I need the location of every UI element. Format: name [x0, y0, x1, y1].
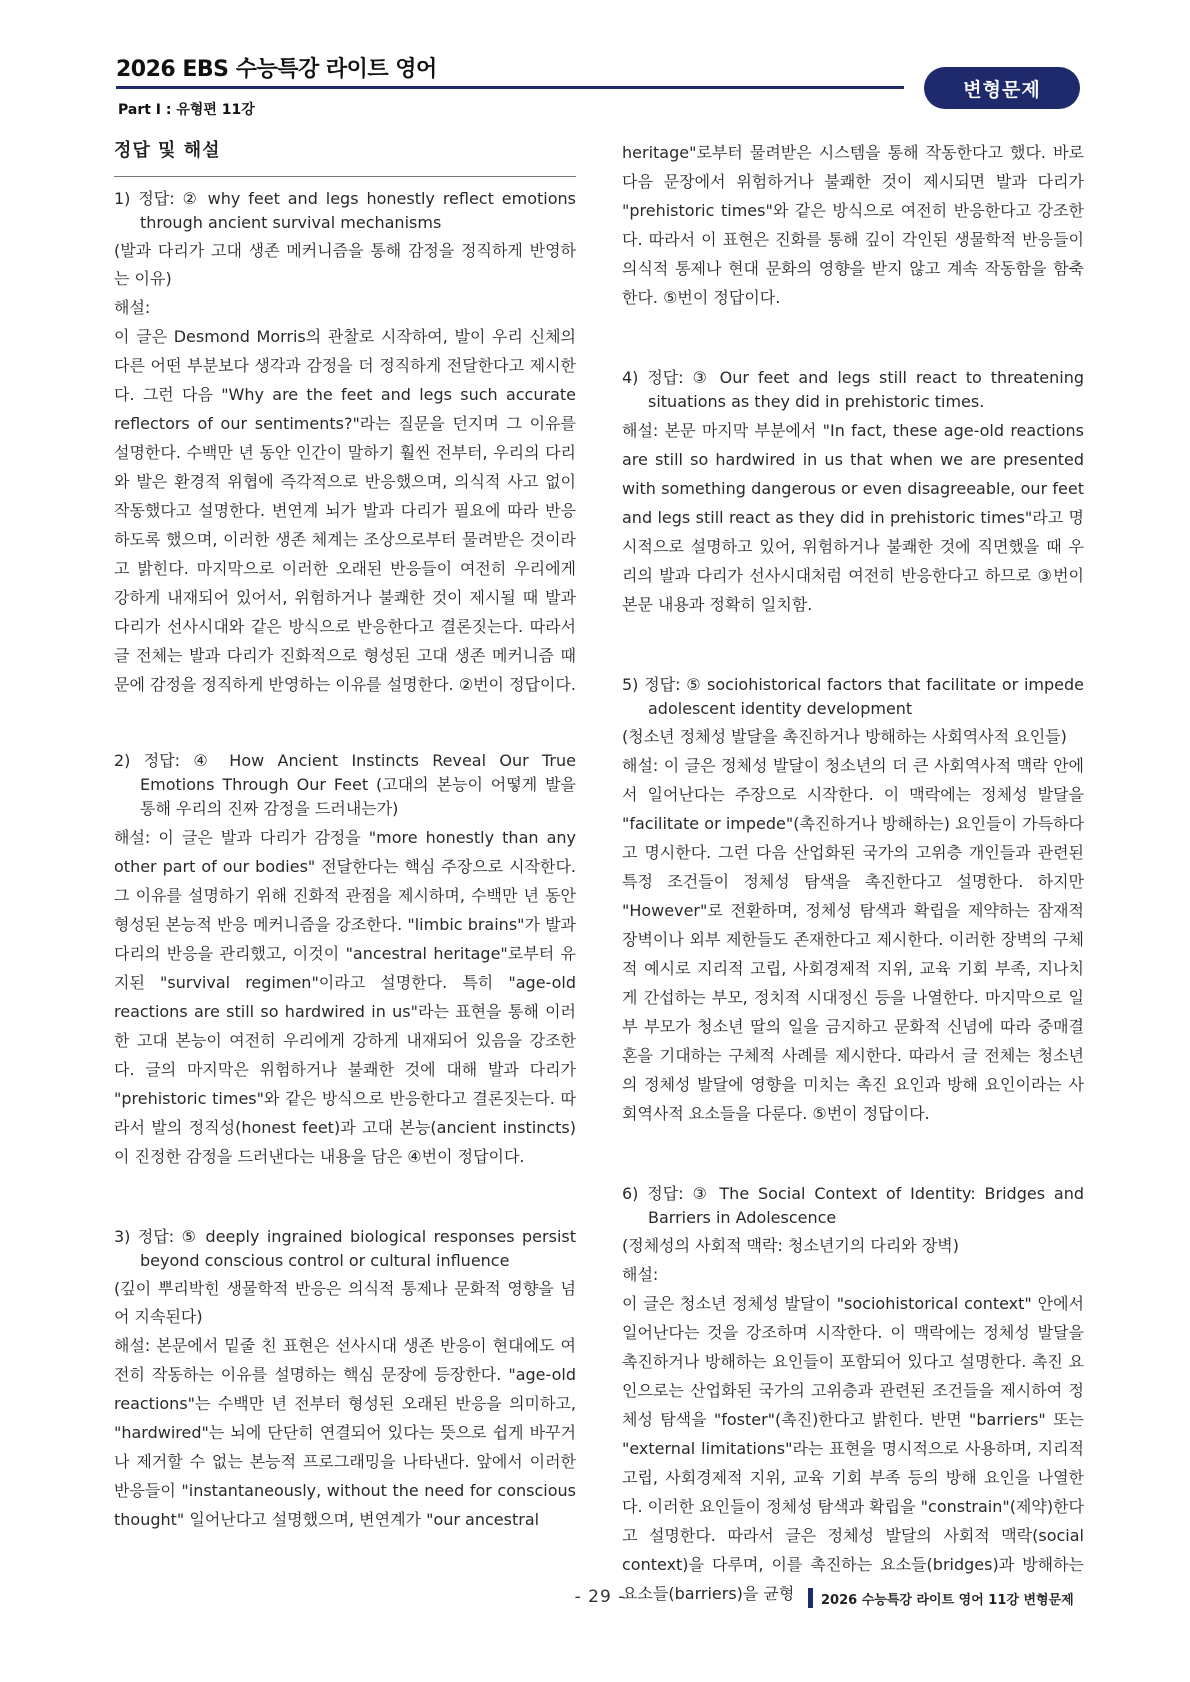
- q3-answer: 3) 정답: ⑤ deeply ingrained biological responses persist beyond conscious control or cultural influence: [114, 1227, 576, 1270]
- footer-caption-text: 2026 수능특강 라이트 영어 11강 변형문제: [821, 1592, 1074, 1608]
- q3-body: 해설: 본문에서 밑줄 친 표현은 선사시대 생존 반응이 현대에도 여전히 작동하는 이유를 설명하는 핵심 문장에 등장한다. "age-old reactions"는 수백만 년 전부터 형성된 오래된 반응을 의미하고, "hardwired"는 뇌에 단단히 연결되어 있다는 뜻으로 쉽게 바꾸거나 제거할 수 없는 본능적 프로그래밍을 나타낸다. 앞에서 이러한 반응들이 "instantaneously, without the need for conscious thought" 일어난다고 설명했으며, 변연계가 "our ancestral: [114, 1336, 576, 1529]
- q2-answer: 2) 정답: ④ How Ancient Instincts Reveal Our True Emotions Through Our Feet (고대의 본능이 어떻게 발을 통해 우리의 진짜 감정을 드러내는가): [114, 751, 576, 818]
- q6-answer: 6) 정답: ③ The Social Context of Identity: Bridges and Barriers in Adolescence: [622, 1184, 1084, 1227]
- footer-caption: [808, 1588, 1074, 1608]
- section-title: 정답 및 해설: [114, 138, 576, 177]
- header-subtitle: Part Ⅰ : 유형편 11강: [118, 102, 255, 118]
- header-rule: [116, 86, 904, 89]
- q6-body: 이 글은 청소년 정체성 발달이 "sociohistorical context" 안에서 일어난다는 것을 강조하며 시작한다. 이 맥락에는 정체성 발달을 촉진하거나 방해하는 요인들이 포함되어 있다고 설명한다. 촉진 요인으로는 산업화된 국가의 고위층과 관련된 조건들을 제시하여 정체성 탐색을 "foster"(촉진)한다고 밝힌다. 반면 "barriers" 또는 "external limitations"라는 표현을 명시적으로 사용하며, 지리적 고립, 사회경제적 지위, 교육 기회 부족 등의 방해 요인을 나열한다. 이러한 요인들이 정체성 탐색과 확립을 "constrain"(제약)한다고 설명한다. 따라서 글은 정체성 발달의 사회적 맥락(social context)을 다루며, 이를 촉진하는 요소들(bridges)과 방해하는 요소들(barriers)을 균형: [622, 1294, 1084, 1603]
- header-title: 2026 EBS 수능특강 라이트 영어: [116, 57, 437, 82]
- q4-answer: 4) 정답: ③ Our feet and legs still react to threatening situations as they did in prehistoric times.: [622, 368, 1084, 411]
- q5-translation: (청소년 정체성 발달을 촉진하거나 방해하는 사회역사적 요인들): [622, 727, 1067, 746]
- q1-body: 이 글은 Desmond Morris의 관찰로 시작하여, 발이 우리 신체의 다른 어떤 부분보다 생각과 감정을 더 정직하게 전달한다고 제시한다. 그런 다음 "Why are the feet and legs such accurate reflectors of our sentiments?"라는 질문을 던지며 그 이유를 설명한다. 수백만 년 동안 인간이 말하기 훨씬 전부터, 우리의 다리와 발은 환경적 위협에 즉각적으로 반응했으며, 의식적 사고 없이 작동했다고 설명한다. 변연계 뇌가 발과 다리가 필요에 따라 반응하도록 했으며, 이러한 생존 체계는 조상으로부터 물려받은 것이라고 밝힌다. 마지막으로 이러한 오래된 반응들이 여전히 우리에게 강하게 내재되어 있어서, 위험하거나 불쾌한 것이 제시될 때 발과 다리가 선사시대와 같은 방식으로 반응한다고 결론짓는다. 따라서 글 전체는 발과 다리가 진화적으로 형성된 고대 생존 메커니즘 때문에 감정을 정직하게 반영하는 이유를 설명한다. ②번이 정답이다.: [114, 327, 576, 694]
- q4-body: 해설: 본문 마지막 부분에서 "In fact, these age-old reactions are still so hardwired in us that when we are presented with something dangerous or even disagreeable, our feet and legs still react as they did in prehistoric times"라고 명시적으로 설명하고 있어, 위험하거나 불쾌한 것에 직면했을 때 우리의 발과 다리가 선사시대처럼 여전히 반응한다고 하므로 ③번이 본문 내용과 정확히 일치함.: [622, 421, 1084, 614]
- q1-translation: (발과 다리가 고대 생존 메커니즘을 통해 감정을 정직하게 반영하는 이유): [114, 241, 576, 288]
- left-column: [114, 138, 576, 1534]
- q5-answer: 5) 정답: ⑤ sociohistorical factors that facilitate or impede adolescent identity development: [622, 675, 1084, 718]
- q3-body-continued: heritage"로부터 물려받은 시스템을 통해 작동한다고 했다. 바로 다음 문장에서 위험하거나 불쾌한 것이 제시되면 발과 다리가 "prehistoric times"와 같은 방식으로 여전히 반응한다고 강조한다. 따라서 이 표현은 진화를 통해 깊이 각인된 생물학적 반응들이 의식적 통제나 현대 문화의 영향을 받지 않고 계속 작동함을 함축한다. ⑤번이 정답이다.: [622, 143, 1084, 307]
- q5-body: 해설: 이 글은 정체성 발달이 청소년의 더 큰 사회역사적 맥락 안에서 일어난다는 주장으로 시작한다. 이 맥락에는 정체성 발달을 "facilitate or impede"(촉진하거나 방해하는) 요인들이 가득하다고 명시한다. 그런 다음 산업화된 국가의 고위층 개인들과 관련된 특정 조건들이 정체성 탐색을 촉진한다고 설명한다. 하지만 "However"로 전환하며, 정체성 탐색과 확립을 제약하는 잠재적 장벽이나 외부 제한들도 존재한다고 제시한다. 이러한 장벽의 구체적 예시로 지리적 고립, 사회경제적 지위, 교육 기회 부족, 지나치게 간섭하는 부모, 정치적 시대정신 등을 나열한다. 마지막으로 일부 부모가 청소년 딸의 일을 금지하고 문화적 신념에 따라 중매결혼을 기대하는 구체적 사례를 제시한다. 따라서 글 전체는 청소년의 정체성 발달에 영향을 미치는 촉진 요인과 방해 요인이라는 사회역사적 요소들을 다룬다. ⑤번이 정답이다.: [622, 756, 1084, 1123]
- q1-label: 해설:: [114, 298, 151, 317]
- page-number-text: - 29 -: [574, 1587, 626, 1607]
- footer-bar: [808, 1588, 813, 1608]
- q3-translation: (깊이 뿌리박힌 생물학적 반응은 의식적 통제나 문화적 영향을 넘어 지속된다): [114, 1279, 576, 1326]
- header-badge: 변형문제: [924, 67, 1080, 109]
- q6-label: 해설:: [622, 1265, 659, 1284]
- q2-body: 해설: 이 글은 발과 다리가 감정을 "more honestly than any other part of our bodies" 전달한다는 핵심 주장으로 시작한다. 그 이유를 설명하기 위해 진화적 관점을 제시하며, 수백만 년 동안 형성된 본능적 반응 메커니즘을 강조한다. "limbic brains"가 발과 다리의 반응을 관리했고, 이것이 "ancestral heritage"로부터 유지된 "survival regimen"이라고 설명한다. 특히 "age-old reactions are still so hardwired in us"라는 표현을 통해 이러한 고대 본능이 여전히 우리에게 강하게 내재되어 있음을 강조한다. 글의 마지막은 위험하거나 불쾌한 것에 대해 발과 다리가 "prehistoric times"와 같은 방식으로 반응한다고 결론짓는다. 따라서 발의 정직성(honest feet)과 고대 본능(ancient instincts)이 진정한 감정을 드러낸다는 내용을 담은 ④번이 정답이다.: [114, 828, 576, 1166]
- right-column: [622, 138, 1084, 1608]
- q6-translation: (정체성의 사회적 맥락: 청소년기의 다리와 장벽): [622, 1236, 959, 1255]
- q1-answer: 1) 정답: ② why feet and legs honestly reflect emotions through ancient survival mechanisms: [114, 189, 576, 232]
